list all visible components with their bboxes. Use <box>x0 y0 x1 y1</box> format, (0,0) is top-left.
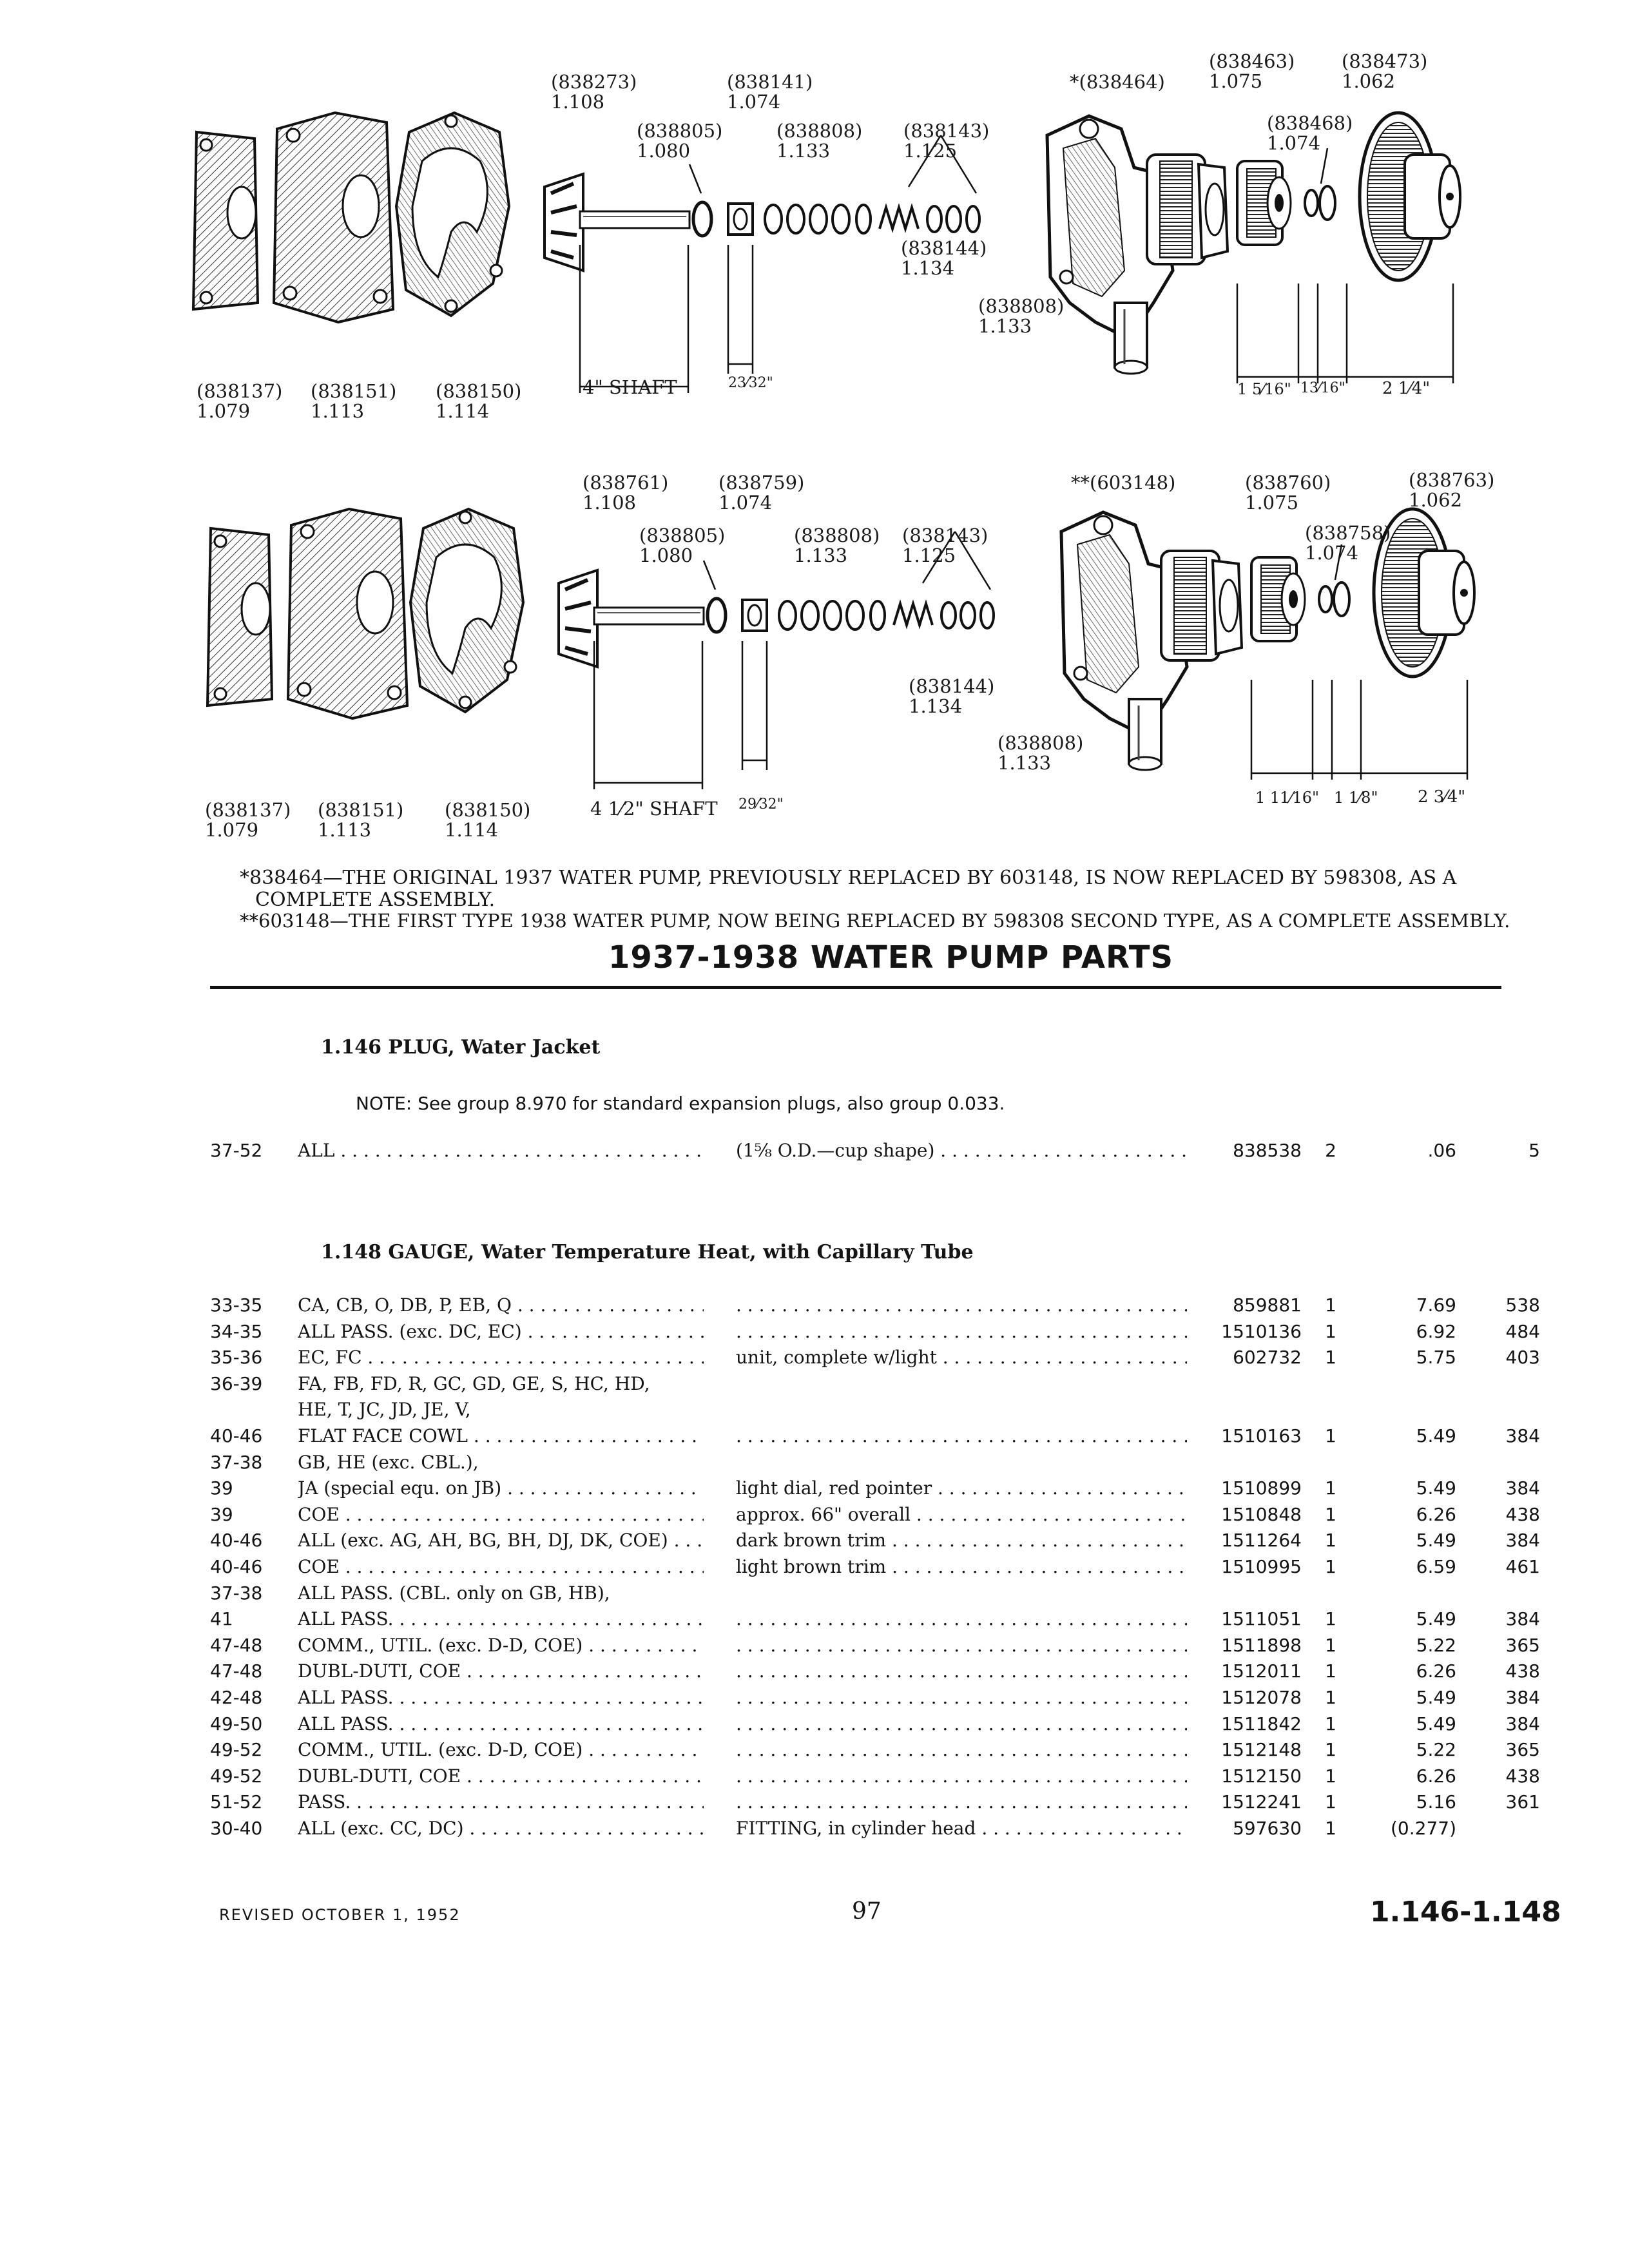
cell-model: ALL PASS. . . . <box>298 1711 704 1737</box>
table-row <box>0 1606 1629 1632</box>
cell-price: 5.22 <box>1416 1634 1456 1656</box>
dim-spacer: 23⁄32" <box>728 375 773 391</box>
cell-years: 51-52 <box>210 1791 263 1813</box>
cell-model: COE . . . <box>298 1502 704 1528</box>
cell-model: ALL (exc. CC, DC) . . . <box>298 1816 704 1841</box>
cell-model: DUBL-DUTI, COE . . . <box>298 1763 704 1789</box>
cell-model: COMM., UTIL. (exc. D-D, COE) . . . <box>298 1737 704 1763</box>
cell-model: PASS. . . . <box>298 1789 704 1815</box>
cell-quantity: 1 <box>1325 1425 1336 1446</box>
callout-pulley: (838473) 1.062 <box>1342 50 1428 92</box>
section-heading-gauge: 1.148 GAUGE, Water Temperature Heat, with Capillary Tube <box>321 1241 974 1264</box>
cell-code: 361 <box>1505 1791 1540 1813</box>
table-row <box>0 1528 1629 1553</box>
cell-price: 5.75 <box>1416 1347 1456 1369</box>
cell-quantity: 1 <box>1325 1556 1336 1577</box>
cell-code: 365 <box>1505 1739 1540 1761</box>
page-number: 97 <box>852 1898 882 1925</box>
cell-years: 42-48 <box>210 1687 263 1708</box>
cell-description <box>736 1633 1187 1658</box>
dim-spacer: 29⁄32" <box>738 796 784 812</box>
cell-years: 41 <box>210 1608 233 1630</box>
cell-price: 5.49 <box>1416 1530 1456 1552</box>
table-row <box>0 1554 1629 1580</box>
dim-hub: 1 5⁄16" <box>1237 380 1291 398</box>
table-row <box>0 1371 1629 1397</box>
cell-description: unit, complete w/light . . . <box>736 1345 1187 1370</box>
table-row <box>0 1737 1629 1763</box>
cell-quantity: 1 <box>1325 1791 1336 1813</box>
cell-code: 384 <box>1505 1608 1540 1630</box>
cell-years: 47-48 <box>210 1660 263 1682</box>
cell-model: ALL PASS. (CBL. only on GB, HB), <box>298 1582 610 1604</box>
cell-model: GB, HE (exc. CBL.), <box>298 1451 479 1473</box>
callout-pump-body: **(603148) <box>1071 472 1176 494</box>
cell-quantity: 1 <box>1325 1687 1336 1708</box>
cell-years: 40-46 <box>210 1556 263 1577</box>
table-row <box>0 1816 1629 1841</box>
cell-years: 40-46 <box>210 1425 263 1446</box>
cell-description <box>736 1423 1187 1449</box>
cell-model: FLAT FACE COWL . . . <box>298 1423 704 1449</box>
callout-spacer-2: (838808) 1.133 <box>978 295 1065 337</box>
cell-code: 5 <box>1528 1140 1540 1161</box>
cell-part-number: 1512011 <box>1221 1660 1302 1682</box>
table-row <box>0 1293 1629 1318</box>
cell-part-number: 1511898 <box>1221 1634 1302 1656</box>
callout-shaft-bearing: (838759) 1.074 <box>718 472 805 514</box>
cell-description <box>736 1658 1187 1684</box>
cell-years: 37-38 <box>210 1451 263 1473</box>
title-rule <box>210 986 1501 989</box>
cell-model: ALL PASS. (exc. DC, EC) . . . <box>298 1319 704 1345</box>
cell-price: 5.22 <box>1416 1739 1456 1761</box>
cell-years: 47-48 <box>210 1634 263 1656</box>
replacement-note-1: *838464—THE ORIGINAL 1937 WATER PUMP, PREVIOUSLY REPLACED BY 603148, IS NOW REPLACED BY 598308, AS A <box>240 867 1457 889</box>
cell-quantity: 1 <box>1325 1530 1336 1552</box>
cell-model: COE . . . <box>298 1554 704 1580</box>
cell-description <box>736 1685 1187 1711</box>
cell-model: EC, FC . . . <box>298 1345 704 1370</box>
cell-quantity: 1 <box>1325 1608 1336 1630</box>
callout-pulley: (838763) 1.062 <box>1409 469 1495 511</box>
dim-pulley: 2 1⁄4" <box>1382 379 1431 398</box>
callout-gasket-2: (838151) 1.113 <box>318 799 404 841</box>
callout-spacer-2: (838808) 1.133 <box>998 732 1084 774</box>
cell-code: 384 <box>1505 1687 1540 1708</box>
cell-years: 49-50 <box>210 1713 263 1735</box>
callout-hub: (838760) 1.075 <box>1245 472 1331 514</box>
cell-code: 484 <box>1505 1320 1540 1342</box>
table-row <box>0 1763 1629 1789</box>
callout-spring: (838143) 1.125 <box>902 524 988 566</box>
cell-years: 36-39 <box>210 1372 263 1394</box>
cell-quantity: 1 <box>1325 1320 1336 1342</box>
cell-quantity: 1 <box>1325 1713 1336 1735</box>
cell-model: COMM., UTIL. (exc. D-D, COE) . . . <box>298 1633 704 1658</box>
cell-years: 37-52 <box>210 1140 263 1161</box>
cell-quantity: 1 <box>1325 1765 1336 1787</box>
cell-code: 384 <box>1505 1477 1540 1499</box>
table-row <box>0 1345 1629 1370</box>
cell-part-number: 1510163 <box>1221 1425 1302 1446</box>
cell-description: dark brown trim . . . <box>736 1528 1187 1553</box>
section-heading-plug: 1.146 PLUG, Water Jacket <box>321 1036 601 1059</box>
replacement-note-1-cont: COMPLETE ASSEMBLY. <box>255 889 496 911</box>
cell-price: 5.16 <box>1416 1791 1456 1813</box>
callout-bearing: (838468) 1.074 <box>1267 112 1353 154</box>
cell-quantity: 2 <box>1325 1140 1336 1161</box>
table-row <box>0 1711 1629 1737</box>
cell-code: 438 <box>1505 1660 1540 1682</box>
cell-price: 5.49 <box>1416 1687 1456 1708</box>
cell-code: 384 <box>1505 1713 1540 1735</box>
callout-shaft-bearing: (838141) 1.074 <box>727 71 813 113</box>
dim-hub: 1 11⁄16" <box>1255 789 1320 807</box>
cell-part-number: 1511051 <box>1221 1608 1302 1630</box>
cell-description: light brown trim . . . <box>736 1554 1187 1580</box>
cell-price: .06 <box>1427 1140 1456 1161</box>
cell-description: FITTING, in cylinder head . . . <box>736 1816 1187 1841</box>
cell-model: ALL PASS. . . . <box>298 1606 704 1632</box>
cell-years: 37-38 <box>210 1582 263 1604</box>
dim-bearing: 13⁄16" <box>1300 380 1345 396</box>
cell-price: 5.49 <box>1416 1425 1456 1446</box>
table-row <box>0 1581 1629 1606</box>
group-range: 1.146-1.148 <box>1370 1896 1561 1928</box>
cell-years: 30-40 <box>210 1818 263 1839</box>
table-row <box>0 1502 1629 1528</box>
cell-part-number: 602732 <box>1233 1347 1302 1369</box>
table-row <box>0 1475 1629 1501</box>
cell-years: 39 <box>210 1503 233 1525</box>
cell-years: 34-35 <box>210 1320 263 1342</box>
cell-model: DUBL-DUTI, COE . . . <box>298 1658 704 1684</box>
cell-quantity: 1 <box>1325 1818 1336 1839</box>
cell-model: ALL (exc. AG, AH, BG, BH, DJ, DK, COE) . . . <box>298 1528 704 1553</box>
cell-part-number: 1511264 <box>1221 1530 1302 1552</box>
cell-part-number: 1510995 <box>1221 1556 1302 1577</box>
callout-pump-body: *(838464) <box>1070 71 1165 93</box>
cell-quantity: 1 <box>1325 1347 1336 1369</box>
cell-price: (0.277) <box>1390 1818 1456 1839</box>
callout-gasket-1: (838137) 1.079 <box>205 799 291 841</box>
cell-description <box>736 1737 1187 1763</box>
cell-price: 6.92 <box>1416 1320 1456 1342</box>
cell-description: (1⅝ O.D.—cup shape) . . . <box>736 1138 1187 1164</box>
cell-part-number: 1510899 <box>1221 1477 1302 1499</box>
cell-part-number: 1510136 <box>1221 1320 1302 1342</box>
table-row <box>0 1423 1629 1449</box>
table-row <box>0 1658 1629 1684</box>
cell-quantity: 1 <box>1325 1660 1336 1682</box>
callout-hub: (838463) 1.075 <box>1209 50 1295 92</box>
cell-code: 438 <box>1505 1765 1540 1787</box>
cell-price: 6.59 <box>1416 1556 1456 1577</box>
cell-price: 6.26 <box>1416 1765 1456 1787</box>
cell-model: HE, T, JC, JD, JE, V, <box>298 1399 471 1421</box>
cell-part-number: 597630 <box>1233 1818 1302 1839</box>
cell-code: 438 <box>1505 1503 1540 1525</box>
table-row <box>0 1633 1629 1658</box>
callout-impeller-shaft: (838761) 1.108 <box>583 472 669 514</box>
cell-description <box>736 1763 1187 1789</box>
cell-model: ALL PASS. . . . <box>298 1685 704 1711</box>
table-row <box>0 1138 1629 1164</box>
cell-years: 49-52 <box>210 1765 263 1787</box>
table-row <box>0 1397 1629 1423</box>
cell-model: CA, CB, O, DB, P, EB, Q . . . <box>298 1293 704 1318</box>
cell-model: FA, FB, FD, R, GC, GD, GE, S, HC, HD, <box>298 1372 650 1394</box>
cell-part-number: 1511842 <box>1221 1713 1302 1735</box>
page-title: 1937-1938 WATER PUMP PARTS <box>608 939 1174 975</box>
dim-shaft-length: 4" SHAFT <box>583 376 677 398</box>
dim-pulley: 2 3⁄4" <box>1418 787 1466 807</box>
cell-years: 40-46 <box>210 1530 263 1552</box>
cell-years: 33-35 <box>210 1294 263 1316</box>
cell-code: 384 <box>1505 1425 1540 1446</box>
cell-part-number: 1510848 <box>1221 1503 1302 1525</box>
cell-model: ALL . . . <box>298 1138 704 1164</box>
callout-seal-washer: (838805) 1.080 <box>639 524 726 566</box>
dim-bearing: 1 1⁄8" <box>1334 789 1378 807</box>
cell-price: 7.69 <box>1416 1294 1456 1316</box>
cell-price: 5.49 <box>1416 1713 1456 1735</box>
cell-description <box>736 1711 1187 1737</box>
table-row <box>0 1685 1629 1711</box>
callout-seal-washer: (838805) 1.080 <box>637 120 723 162</box>
cell-description: approx. 66" overall . . . <box>736 1502 1187 1528</box>
cell-description <box>736 1293 1187 1318</box>
table-row <box>0 1789 1629 1815</box>
cell-quantity: 1 <box>1325 1294 1336 1316</box>
cell-price: 6.26 <box>1416 1660 1456 1682</box>
cell-quantity: 1 <box>1325 1634 1336 1656</box>
callout-retainer: (838144) 1.134 <box>901 237 987 279</box>
callout-impeller-shaft: (838273) 1.108 <box>551 71 637 113</box>
callout-retainer: (838144) 1.134 <box>909 675 995 717</box>
callout-gasket-3: (838150) 1.114 <box>445 799 531 841</box>
callout-gasket-2: (838151) 1.113 <box>311 380 397 422</box>
cell-description <box>736 1319 1187 1345</box>
table-row <box>0 1450 1629 1475</box>
cell-code: 384 <box>1505 1530 1540 1552</box>
cell-part-number: 838538 <box>1233 1140 1302 1161</box>
callout-gasket-3: (838150) 1.114 <box>436 380 522 422</box>
cell-quantity: 1 <box>1325 1503 1336 1525</box>
cell-part-number: 1512078 <box>1221 1687 1302 1708</box>
cell-code: 365 <box>1505 1634 1540 1656</box>
cell-price: 5.49 <box>1416 1477 1456 1499</box>
cell-part-number: 1512241 <box>1221 1791 1302 1813</box>
cell-years: 35-36 <box>210 1347 263 1369</box>
cell-price: 6.26 <box>1416 1503 1456 1525</box>
cell-description <box>736 1789 1187 1815</box>
callout-spacer: (838808) 1.133 <box>794 524 880 566</box>
cell-price: 5.49 <box>1416 1608 1456 1630</box>
callout-gasket-1: (838137) 1.079 <box>197 380 283 422</box>
table-row <box>0 1319 1629 1345</box>
cell-quantity: 1 <box>1325 1739 1336 1761</box>
callout-spring: (838143) 1.125 <box>903 120 990 162</box>
cell-years: 49-52 <box>210 1739 263 1761</box>
cell-description <box>736 1606 1187 1632</box>
section-note-plug: NOTE: See group 8.970 for standard expansion plugs, also group 0.033. <box>356 1093 1005 1114</box>
cell-part-number: 1512148 <box>1221 1739 1302 1761</box>
cell-description: light dial, red pointer . . . <box>736 1475 1187 1501</box>
cell-code: 403 <box>1505 1347 1540 1369</box>
replacement-note-2: **603148—THE FIRST TYPE 1938 WATER PUMP, NOW BEING REPLACED BY 598308 SECOND TYPE, AS A COMPLETE ASSEMBLY. <box>240 910 1510 932</box>
callout-spacer: (838808) 1.133 <box>776 120 863 162</box>
cell-code: 538 <box>1505 1294 1540 1316</box>
revision-date: REVISED OCTOBER 1, 1952 <box>219 1906 461 1924</box>
dim-shaft-length: 4 1⁄2" SHAFT <box>590 798 718 820</box>
callout-bearing: (838758) 1.074 <box>1305 522 1391 564</box>
cell-code: 461 <box>1505 1556 1540 1577</box>
cell-quantity: 1 <box>1325 1477 1336 1499</box>
cell-model: JA (special equ. on JB) . . . <box>298 1475 704 1501</box>
cell-part-number: 859881 <box>1233 1294 1302 1316</box>
cell-part-number: 1512150 <box>1221 1765 1302 1787</box>
cell-years: 39 <box>210 1477 233 1499</box>
